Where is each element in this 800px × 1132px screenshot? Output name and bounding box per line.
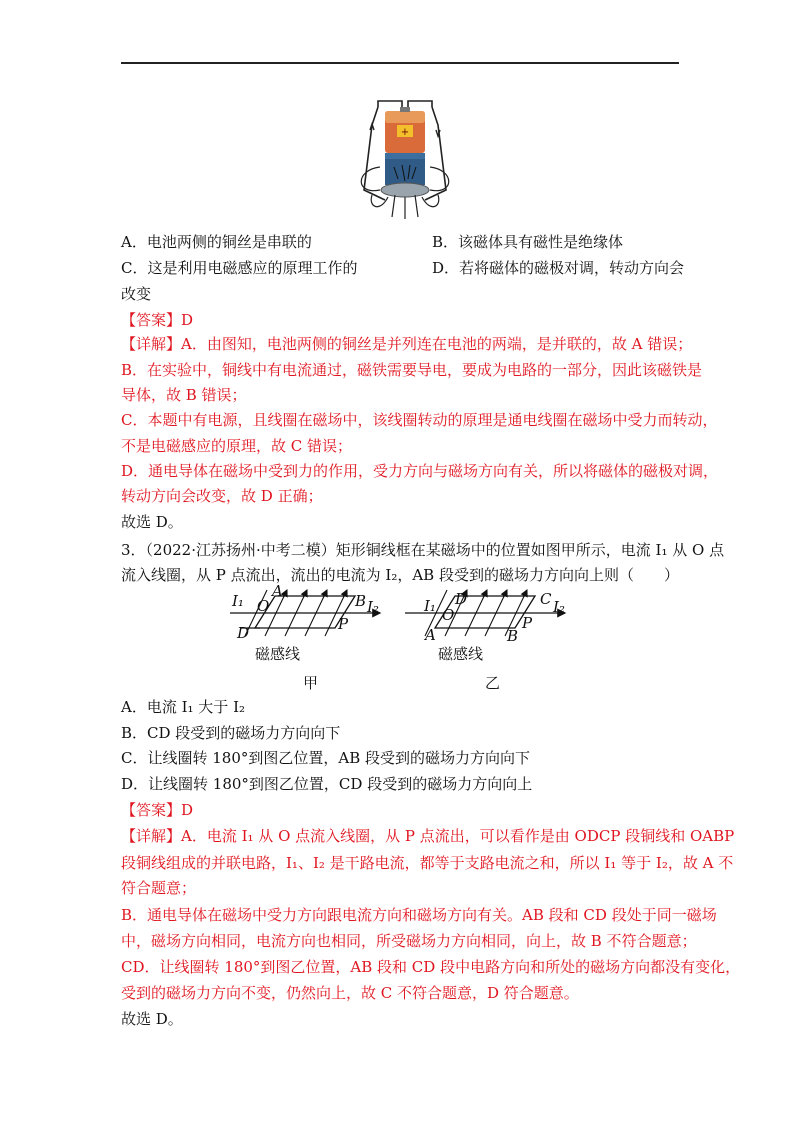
svg-text:+: +	[400, 127, 410, 138]
q2-option-d: D．若将磁体的磁极对调，转动方向会	[432, 259, 685, 277]
q3-analysis-line: 受到的磁场力方向不变，仍然向上，故 C 不符合题意，D 符合题意。	[121, 984, 579, 1002]
fig-label-p-left: P	[338, 615, 349, 633]
q2-analysis-line: 导体，故 B 错误；	[121, 386, 247, 404]
q2-conclusion: 故选 D。	[121, 513, 183, 531]
fig-label-a-right: A	[425, 626, 436, 644]
fig-label-o-left: O	[257, 597, 270, 615]
q3-answer: 【答案】D	[121, 801, 194, 819]
fig-label-i2-left: I₂	[367, 598, 379, 616]
fig-label-d-right: D	[455, 590, 468, 608]
q2-analysis-line: 不是电磁感应的原理，故 C 错误；	[121, 437, 353, 455]
fig-label-b-left: B	[355, 592, 367, 610]
fig-label-d-left: D	[237, 624, 250, 642]
q2-analysis-line: 转动方向会改变，故 D 正确；	[121, 487, 323, 505]
fig-field-label-right: 磁感线	[438, 645, 484, 663]
q2-analysis-line: B．在实验中，铜线中有电流通过，磁铁需要导电，要成为电路的一部分，因此该磁铁是	[121, 361, 703, 379]
q3-stem-line: 3．（2022·江苏扬州·中考二模）矩形铜线框在某磁场中的位置如图甲所示，电流 I₁ 从 O 点	[121, 541, 725, 559]
q2-analysis-line: D．通电导体在磁场中受到力的作用，受力方向与磁场方向有关，所以将磁体的磁极对调，	[121, 462, 719, 480]
q2-analysis-line: 【详解】A．由图知，电池两侧的铜丝是并列连在电池的两端，是并联的，故 A 错误；	[121, 335, 693, 353]
header-rule	[121, 62, 679, 64]
q3-analysis-line: CD．让线圈转 180°到图乙位置，AB 段和 CD 段中电路方向和所处的磁场方向都没有变化，	[121, 958, 741, 976]
q3-option-c: C．让线圈转 180°到图乙位置，AB 段受到的磁场力方向向下	[121, 749, 531, 767]
fig-field-label-left: 磁感线	[255, 645, 301, 663]
fig-label-a-left: A	[272, 582, 283, 600]
fig-label-i1-left: I₁	[232, 592, 244, 610]
fig-label-i1-right: I₁	[424, 597, 436, 615]
q3-analysis-line: 段铜线组成的并联电路，I₁、I₂ 是干路电流，都等于支路电流之和，所以 I₁ 等于 I₂，故 A 不	[121, 854, 734, 872]
fig-label-b-right: B	[507, 627, 519, 645]
fig-caption-left: 甲	[303, 674, 319, 692]
q3-conclusion: 故选 D。	[121, 1010, 183, 1028]
q3-option-a: A．电流 I₁ 大于 I₂	[121, 698, 246, 716]
q3-analysis-line: 中，磁场方向相同，电流方向也相同，所受磁场力方向相同，向上，故 B 不符合题意；	[121, 932, 697, 950]
fig-label-c-right: C	[540, 590, 552, 608]
q3-option-d: D．让线圈转 180°到图乙位置，CD 段受到的磁场力方向向上	[121, 775, 533, 793]
q3-analysis-line: 【详解】A．电流 I₁ 从 O 点流入线圈，从 P 点流出，可以看作是由 ODCP 段铜线和 OABP	[121, 827, 735, 845]
q3-analysis-line: 符合题意；	[121, 879, 197, 897]
q2-analysis-line: C．本题中有电源，且线圈在磁场中，该线圈转动的原理是通电线圈在磁场中受力而转动，	[121, 411, 718, 429]
fig-caption-right: 乙	[485, 674, 501, 692]
fig-label-o-right: O	[442, 606, 455, 624]
q3-analysis-line: B．通电导体在磁场中受力方向跟电流方向和磁场方向有关。AB 段和 CD 段处于同一磁场	[121, 906, 717, 924]
fig-label-p-right: P	[522, 614, 533, 632]
q3-stem-line: 流入线圈，从 P 点流出，流出的电流为 I₂，AB 段受到的磁场力方向向上则（ ）	[121, 566, 679, 584]
q2-option-c: C．这是利用电磁感应的原理工作的	[121, 259, 358, 277]
homopolar-motor-figure	[350, 95, 460, 220]
q2-option-b: B．该磁体具有磁性是绝缘体	[432, 233, 624, 251]
fig-label-i2-right: I₂	[553, 598, 565, 616]
q2-answer: 【答案】D	[121, 311, 194, 329]
q2-option-d-continued: 改变	[121, 285, 152, 303]
q2-option-a: A．电池两侧的铜丝是串联的	[121, 233, 312, 251]
q3-option-b: B．CD 段受到的磁场力方向向下	[121, 724, 341, 742]
